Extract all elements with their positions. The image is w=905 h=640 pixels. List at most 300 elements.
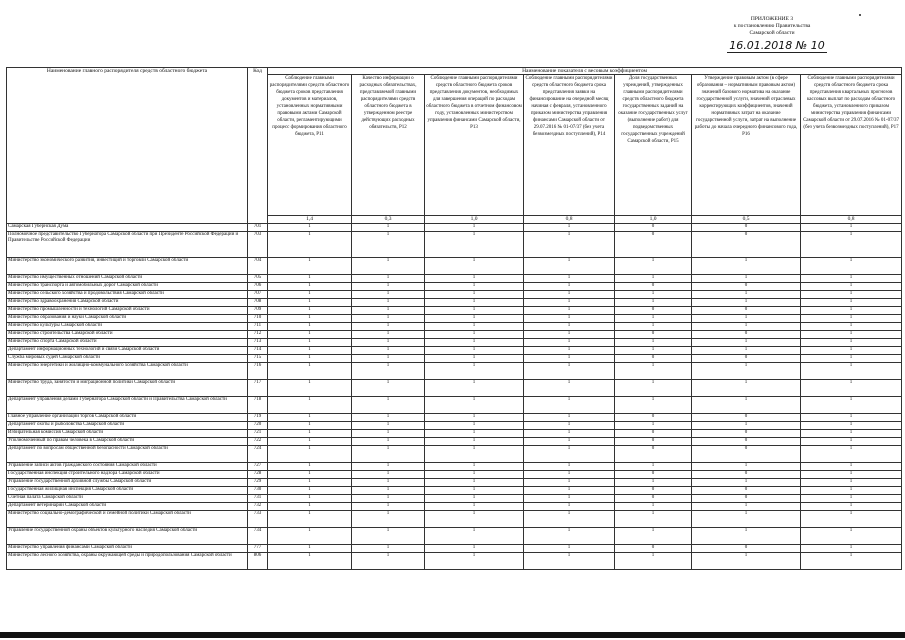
- score-cell: 1: [692, 422, 801, 430]
- score-cell: 1: [352, 545, 425, 553]
- score-cell: 1: [524, 275, 615, 283]
- score-cell: 1: [801, 299, 902, 307]
- score-cell: 1: [268, 299, 352, 307]
- org-name-cell: Управление государственной охраны объектов культурного наследия Самарской области: [7, 528, 248, 545]
- score-cell: 0: [692, 224, 801, 232]
- org-code-cell: 714: [248, 347, 268, 355]
- score-cell: 1: [801, 283, 902, 291]
- score-cell: 1: [352, 511, 425, 528]
- org-name-cell: Государственная инспекция строительного надзора Самарской области: [7, 471, 248, 479]
- indicator-description: Соблюдение главными распорядителями средств областного бюджета срока представления квартальных прогнозов кассовых выплат по расходам областного бюджета, установленного приказом министерства управления финансами Самарской области от 29.07.2016 № 01-07/37 (без учета безвозмездных поступлений), P17: [801, 75, 902, 216]
- org-code-cell: 717: [248, 380, 268, 397]
- org-code-cell: 777: [248, 545, 268, 553]
- org-code-cell: 724: [248, 446, 268, 463]
- score-cell: 1: [352, 503, 425, 511]
- org-code-cell: 701: [248, 224, 268, 232]
- score-cell: 0: [692, 487, 801, 495]
- score-cell: 1: [801, 553, 902, 570]
- indicator-weight: 1,0: [425, 216, 524, 224]
- score-cell: 0: [692, 355, 801, 363]
- handwritten-date-number: 16.01.2018 № 10: [727, 40, 827, 53]
- score-cell: 1: [615, 380, 692, 397]
- score-cell: 1: [692, 299, 801, 307]
- appendix-subtitle-2: Самарской области: [749, 30, 795, 36]
- score-cell: 1: [524, 487, 615, 495]
- score-cell: 1: [352, 430, 425, 438]
- indicator-weight: 1,4: [268, 216, 352, 224]
- score-cell: 1: [352, 307, 425, 315]
- score-cell: 1: [801, 438, 902, 446]
- table-row: [7, 545, 902, 553]
- org-name-cell: Министерство культуры Самарской области: [7, 323, 248, 331]
- score-cell: 1: [524, 438, 615, 446]
- table-row: [7, 299, 902, 307]
- score-cell: 1: [352, 355, 425, 363]
- org-name-cell: Министерство управления финансами Самарской области: [7, 545, 248, 553]
- score-cell: 1: [692, 323, 801, 331]
- score-cell: 1: [352, 380, 425, 397]
- score-cell: 0: [615, 224, 692, 232]
- score-cell: 1: [268, 463, 352, 471]
- score-cell: 1: [615, 363, 692, 380]
- score-cell: 1: [692, 463, 801, 471]
- score-cell: 1: [801, 307, 902, 315]
- score-cell: 0: [692, 283, 801, 291]
- org-code-cell: 711: [248, 323, 268, 331]
- score-cell: 0: [692, 430, 801, 438]
- score-cell: 1: [692, 503, 801, 511]
- appendix-header: [707, 16, 837, 53]
- table-row: [7, 479, 902, 487]
- score-cell: 1: [801, 291, 902, 299]
- org-code-cell: 710: [248, 315, 268, 323]
- table-row: [7, 528, 902, 545]
- score-cell: 1: [801, 315, 902, 323]
- org-code-cell: 707: [248, 291, 268, 299]
- org-code-cell: 708: [248, 299, 268, 307]
- table-row: [7, 430, 902, 438]
- table-row: [7, 258, 902, 275]
- score-cell: 1: [615, 511, 692, 528]
- score-cell: 1: [692, 380, 801, 397]
- score-cell: 1: [425, 275, 524, 283]
- score-cell: 1: [425, 479, 524, 487]
- score-cell: 1: [425, 545, 524, 553]
- org-name-cell: Министерство социально-демографической и семейной политики Самарской области: [7, 511, 248, 528]
- score-cell: 1: [352, 315, 425, 323]
- score-cell: 1: [801, 355, 902, 363]
- org-name-cell: Департамент информационных технологий и связи Самарской области: [7, 347, 248, 355]
- score-cell: 1: [425, 487, 524, 495]
- score-cell: 1: [615, 315, 692, 323]
- score-cell: 1: [268, 471, 352, 479]
- table-row: [7, 495, 902, 503]
- score-cell: 1: [524, 397, 615, 414]
- table-row: [7, 438, 902, 446]
- score-cell: 1: [425, 553, 524, 570]
- org-code-cell: 727: [248, 463, 268, 471]
- score-cell: 1: [615, 479, 692, 487]
- score-cell: 1: [801, 545, 902, 553]
- score-cell: 0: [615, 331, 692, 339]
- score-cell: 1: [352, 291, 425, 299]
- org-code-cell: 704: [248, 258, 268, 275]
- score-cell: 1: [268, 397, 352, 414]
- score-cell: 1: [524, 224, 615, 232]
- score-cell: 1: [615, 347, 692, 355]
- org-code-cell: 720: [248, 422, 268, 430]
- org-name-cell: Департамент ветеринарии Самарской области: [7, 503, 248, 511]
- table-body: [7, 224, 902, 570]
- score-cell: 1: [801, 503, 902, 511]
- score-cell: 0: [615, 438, 692, 446]
- score-cell: 1: [425, 258, 524, 275]
- table-row: [7, 422, 902, 430]
- org-code-cell: 715: [248, 355, 268, 363]
- org-code-cell: 718: [248, 397, 268, 414]
- score-cell: 1: [524, 463, 615, 471]
- score-cell: 1: [425, 363, 524, 380]
- score-cell: 1: [352, 471, 425, 479]
- org-code-cell: 728: [248, 471, 268, 479]
- score-cell: 1: [692, 511, 801, 528]
- score-cell: 1: [692, 528, 801, 545]
- score-cell: 1: [268, 528, 352, 545]
- score-cell: 1: [425, 463, 524, 471]
- score-cell: 1: [268, 414, 352, 422]
- indicator-description: Доля государственных учреждений, утвержденных главными распорядителями средств областного бюджета государственных заданий на оказание государственных услуг (выполнение работ) для подведомственных государственных учреждений Самарской области, P15: [615, 75, 692, 216]
- org-name-cell: Избирательная комиссия Самарской области: [7, 430, 248, 438]
- score-cell: 1: [801, 414, 902, 422]
- score-cell: 1: [268, 258, 352, 275]
- score-cell: 1: [268, 495, 352, 503]
- score-cell: 1: [425, 495, 524, 503]
- score-cell: 0: [615, 283, 692, 291]
- table-row: [7, 487, 902, 495]
- org-name-cell: Министерство промышленности и технологий Самарской области: [7, 307, 248, 315]
- score-cell: 0: [692, 545, 801, 553]
- org-name-cell: Министерство транспорта и автомобильных дорог Самарской области: [7, 283, 248, 291]
- org-code-cell: 719: [248, 414, 268, 422]
- org-code-cell: 731: [248, 495, 268, 503]
- score-cell: 1: [268, 363, 352, 380]
- score-cell: 1: [801, 446, 902, 463]
- score-cell: 1: [692, 275, 801, 283]
- score-cell: 1: [425, 323, 524, 331]
- score-cell: 1: [801, 495, 902, 503]
- score-cell: 1: [524, 299, 615, 307]
- score-cell: 1: [425, 299, 524, 307]
- score-cell: 1: [801, 422, 902, 430]
- score-cell: 1: [352, 275, 425, 283]
- indicator-description: Утверждение правовым актом (в сфере образования – нормативным правовым актом) значений базового норматива на оказание государственной услуги, значений отраслевых корректирующих коэффициентов, значений нормативных затрат на оказание государственной услуги, затрат на выполнение работы до начала очередного финансового года, P16: [692, 75, 801, 216]
- org-code-cell: 732: [248, 503, 268, 511]
- score-cell: 1: [425, 438, 524, 446]
- score-cell: 1: [615, 275, 692, 283]
- col-header-code: Код: [248, 68, 268, 224]
- score-cell: 1: [268, 553, 352, 570]
- score-cell: 0: [692, 331, 801, 339]
- score-cell: 1: [692, 258, 801, 275]
- score-cell: 1: [524, 315, 615, 323]
- table-row: [7, 323, 902, 331]
- org-name-cell: Полномочное представительство Губернатора Самарской области при Президенте Российской Федерации и Правительстве Российской Федерации: [7, 232, 248, 258]
- score-cell: 1: [524, 553, 615, 570]
- score-cell: 0: [615, 495, 692, 503]
- score-cell: 1: [425, 355, 524, 363]
- score-cell: 1: [268, 380, 352, 397]
- col-header-name: Наименование главного распорядителя средств областного бюджета: [7, 68, 248, 224]
- score-cell: 1: [352, 299, 425, 307]
- table-row: [7, 291, 902, 299]
- score-cell: 1: [352, 331, 425, 339]
- score-cell: 1: [352, 495, 425, 503]
- score-cell: 1: [524, 323, 615, 331]
- table-row: [7, 331, 902, 339]
- scan-bottom-edge: [0, 632, 905, 638]
- score-cell: 1: [524, 339, 615, 347]
- score-cell: 0: [615, 446, 692, 463]
- score-cell: 1: [801, 479, 902, 487]
- org-code-cell: 729: [248, 479, 268, 487]
- org-code-cell: 733: [248, 511, 268, 528]
- score-cell: 1: [692, 553, 801, 570]
- score-cell: 1: [425, 339, 524, 347]
- score-cell: 1: [615, 258, 692, 275]
- score-cell: 0: [692, 495, 801, 503]
- score-cell: 1: [268, 355, 352, 363]
- score-cell: 1: [268, 479, 352, 487]
- appendix-subtitle-1: к постановлению Правительства: [733, 23, 811, 29]
- org-name-cell: Департамент управления делами Губернатора Самарской области и Правительства Самарской области: [7, 397, 248, 414]
- score-cell: 1: [801, 528, 902, 545]
- score-cell: 1: [268, 291, 352, 299]
- score-cell: 1: [352, 323, 425, 331]
- table-row: [7, 380, 902, 397]
- table-row: [7, 397, 902, 414]
- score-cell: 1: [352, 258, 425, 275]
- score-cell: 1: [524, 363, 615, 380]
- score-cell: 1: [692, 397, 801, 414]
- org-name-cell: Министерство образования и науки Самарской области: [7, 315, 248, 323]
- org-name-cell: Министерство имущественных отношений Самарской области: [7, 275, 248, 283]
- score-cell: 1: [801, 380, 902, 397]
- score-cell: 1: [524, 430, 615, 438]
- indicator-description: Качество информации о расходных обязательствах, представляемой главными распорядителями средств областного бюджета в утвержденном реестре действующих расходных обязательств, P12: [352, 75, 425, 216]
- score-cell: 0: [692, 307, 801, 315]
- score-cell: 1: [425, 422, 524, 430]
- score-cell: 1: [352, 438, 425, 446]
- score-cell: 1: [524, 331, 615, 339]
- table-row: [7, 275, 902, 283]
- score-cell: 1: [801, 258, 902, 275]
- score-cell: 1: [268, 323, 352, 331]
- score-cell: 0: [692, 438, 801, 446]
- score-cell: 1: [801, 471, 902, 479]
- score-cell: 1: [692, 315, 801, 323]
- score-cell: 1: [801, 463, 902, 471]
- score-cell: 1: [524, 471, 615, 479]
- score-cell: 1: [801, 397, 902, 414]
- score-cell: 1: [524, 283, 615, 291]
- score-cell: 1: [352, 446, 425, 463]
- score-cell: 1: [352, 553, 425, 570]
- score-cell: 1: [692, 339, 801, 347]
- org-name-cell: Счетная палата Самарской области: [7, 495, 248, 503]
- table-row: [7, 307, 902, 315]
- score-cell: 0: [692, 414, 801, 422]
- score-cell: 0: [615, 355, 692, 363]
- speck: [859, 14, 861, 16]
- score-cell: 1: [268, 545, 352, 553]
- score-cell: 1: [268, 232, 352, 258]
- score-cell: 0: [615, 487, 692, 495]
- score-cell: 1: [352, 463, 425, 471]
- table-row: [7, 503, 902, 511]
- score-cell: 1: [268, 224, 352, 232]
- score-cell: 0: [615, 232, 692, 258]
- score-cell: 1: [801, 323, 902, 331]
- indicator-weight: 1,0: [615, 216, 692, 224]
- score-cell: 1: [268, 438, 352, 446]
- score-cell: 1: [524, 511, 615, 528]
- score-cell: 1: [801, 232, 902, 258]
- score-cell: 1: [352, 487, 425, 495]
- score-cell: 1: [524, 232, 615, 258]
- score-cell: 1: [801, 347, 902, 355]
- org-code-cell: 705: [248, 275, 268, 283]
- score-cell: 1: [352, 414, 425, 422]
- org-name-cell: Министерство энергетики и жилищно-коммунального хозяйства Самарской области: [7, 363, 248, 380]
- table-row: [7, 283, 902, 291]
- score-cell: 1: [801, 487, 902, 495]
- score-cell: 1: [524, 291, 615, 299]
- score-cell: 1: [524, 545, 615, 553]
- score-cell: 1: [801, 511, 902, 528]
- org-code-cell: 713: [248, 339, 268, 347]
- score-cell: 1: [615, 339, 692, 347]
- score-cell: 1: [524, 380, 615, 397]
- col-header-indicators: Наименование показателя с весовым коэффициентом: [268, 68, 902, 75]
- org-name-cell: Министерство экономического развития, инвестиций и торговли Самарской области: [7, 258, 248, 275]
- score-cell: 1: [268, 503, 352, 511]
- score-cell: 1: [425, 430, 524, 438]
- table-row: [7, 232, 902, 258]
- indicator-description: Соблюдение главными распорядителями средств областного бюджета срока представления заявки на финансирование на очередной месяц начиная с февраля, установленного приказом министерства управления финансами Самарской области от 29.07.2016 № 01-07/37 (без учета безвозмездных поступлений), P14: [524, 75, 615, 216]
- score-cell: 0: [615, 430, 692, 438]
- score-cell: 1: [524, 495, 615, 503]
- score-cell: 1: [692, 291, 801, 299]
- table-row: [7, 224, 902, 232]
- score-cell: 1: [801, 363, 902, 380]
- score-cell: 1: [352, 397, 425, 414]
- org-name-cell: Управление государственной архивной службы Самарской области: [7, 479, 248, 487]
- score-cell: 1: [268, 315, 352, 323]
- org-code-cell: 806: [248, 553, 268, 570]
- score-cell: 1: [692, 363, 801, 380]
- table-row: [7, 463, 902, 471]
- table-row: [7, 553, 902, 570]
- score-cell: 1: [425, 511, 524, 528]
- score-cell: 1: [524, 307, 615, 315]
- score-cell: 1: [524, 503, 615, 511]
- score-cell: 1: [524, 414, 615, 422]
- org-code-cell: 709: [248, 307, 268, 315]
- table-row: [7, 347, 902, 355]
- org-name-cell: Служба мировых судей Самарской области: [7, 355, 248, 363]
- score-cell: 0: [692, 232, 801, 258]
- org-code-cell: 703: [248, 232, 268, 258]
- org-name-cell: Самарская Губернская Дума: [7, 224, 248, 232]
- score-cell: 1: [425, 380, 524, 397]
- indicator-description: Соблюдение главными распорядителями средств областного бюджета сроков представления документов, необходимых для завершения операций по расходам областного бюджета в отчетном финансовом году, установленных министерством управления финансами Самарской области, P13: [425, 75, 524, 216]
- score-cell: 1: [615, 422, 692, 430]
- org-code-cell: 721: [248, 430, 268, 438]
- score-cell: 1: [425, 315, 524, 323]
- score-cell: 1: [692, 347, 801, 355]
- score-cell: 1: [615, 503, 692, 511]
- table-row: [7, 414, 902, 422]
- score-cell: 1: [352, 422, 425, 430]
- table-row: [7, 363, 902, 380]
- org-name-cell: Министерство спорта Самарской области: [7, 339, 248, 347]
- score-cell: 1: [268, 511, 352, 528]
- score-cell: 1: [268, 422, 352, 430]
- score-cell: 1: [615, 553, 692, 570]
- score-cell: 1: [352, 528, 425, 545]
- appendix-title: ПРИЛОЖЕНИЕ 3: [750, 16, 794, 22]
- score-cell: 1: [801, 430, 902, 438]
- org-name-cell: Главное управление организации торгов Самарской области: [7, 414, 248, 422]
- org-code-cell: 734: [248, 528, 268, 545]
- indicator-weight: 0,8: [524, 216, 615, 224]
- org-name-cell: Государственная жилищная инспекция Самарской области: [7, 487, 248, 495]
- score-cell: 1: [524, 479, 615, 487]
- score-cell: 0: [615, 545, 692, 553]
- score-cell: 1: [268, 446, 352, 463]
- score-cell: 1: [352, 232, 425, 258]
- org-code-cell: 706: [248, 283, 268, 291]
- score-cell: 1: [524, 347, 615, 355]
- score-cell: 0: [692, 471, 801, 479]
- org-code-cell: 722: [248, 438, 268, 446]
- score-cell: 1: [425, 503, 524, 511]
- score-cell: 1: [268, 430, 352, 438]
- indicators-table: [6, 67, 902, 570]
- score-cell: 1: [425, 471, 524, 479]
- score-cell: 1: [425, 307, 524, 315]
- score-cell: 1: [268, 307, 352, 315]
- org-name-cell: Министерство лесного хозяйства, охраны окружающей среды и природопользования Самарской области: [7, 553, 248, 570]
- org-name-cell: Министерство труда, занятости и миграционной политики Самарской области: [7, 380, 248, 397]
- indicator-weight: 0,8: [801, 216, 902, 224]
- score-cell: 1: [268, 275, 352, 283]
- score-cell: 1: [615, 299, 692, 307]
- score-cell: 1: [268, 347, 352, 355]
- indicator-weight: 0,5: [692, 216, 801, 224]
- score-cell: 1: [352, 224, 425, 232]
- score-cell: 1: [268, 339, 352, 347]
- score-cell: 1: [524, 258, 615, 275]
- indicator-description: Соблюдение главными распорядителями средств областного бюджета сроков представления документов и материалов, установленных нормативными правовыми актами Самарской области, регламентирующими процесс формирования областного бюджета, P11: [268, 75, 352, 216]
- score-cell: 1: [425, 414, 524, 422]
- score-cell: 1: [425, 331, 524, 339]
- score-cell: 1: [268, 487, 352, 495]
- org-name-cell: Министерство здравоохранения Самарской области: [7, 299, 248, 307]
- org-code-cell: 716: [248, 363, 268, 380]
- score-cell: 1: [801, 224, 902, 232]
- score-cell: 1: [801, 331, 902, 339]
